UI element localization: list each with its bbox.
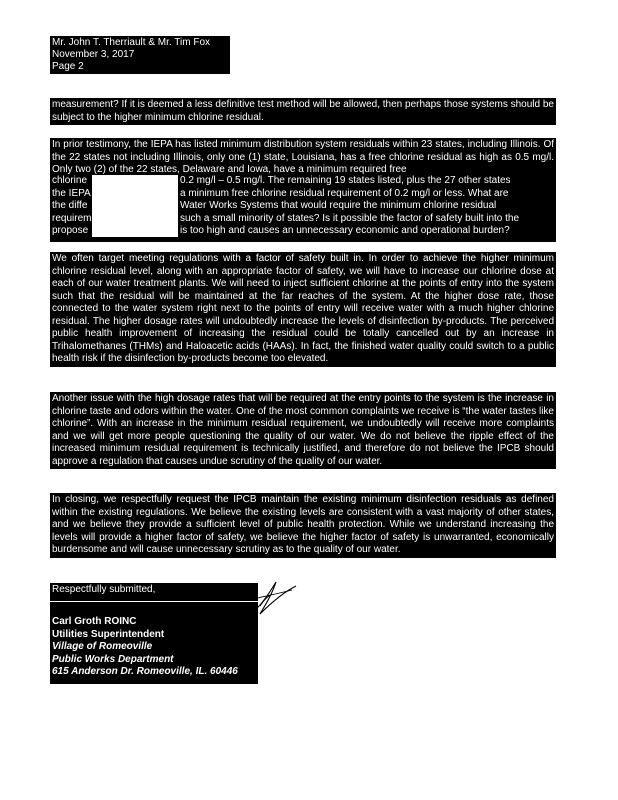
paragraph-text: We often target meeting regulations with a factor of safety built in. In order to achieve the higher minimum chlorine residual level, along with an appropriate factor of safety, we will have to increase our chlorine dose at each of our water treatment plants. We will need to inject sufficient chlorine at the points of entry into the system such that the residual will be maintained at the far reaches of the system. At the higher dose rate, those connected to the water system right next to the points of entry will receive water with a much higher chlorine residual. The higher dosage rates will undoubtedly increase the levels of disinfection by-products. The perceived public health improvement of increasing the residual could be totally cancelled out by an increase in Trihalomethanes (THMs) and Haloacetic acids (HAAs). In fact, the finished water quality could switch to a public health risk if the disinfection by-products become too elevated. <box>52 253 554 364</box>
fragment: the IEPA <box>52 187 91 199</box>
fragment: chlorine <box>52 175 88 186</box>
paragraph-continuation <box>50 98 556 125</box>
paragraph-text: Another issue with the high dosage rates that will be required at the entry points to the system is the increase in chlorine taste and odors within the water. One of the most common complaints we receive is “the water tastes like chlorine”. With an increase in the minimum residual requirement, we undoubtedly will receive more complaints and we will get more people questioning the quality of our water. We do not believe the ripple effect of the increased minimum residual requirement is technically justified, and therefore do not believe the IPCB should approve a regulation that causes undue scrutiny of the quality of our water. <box>52 393 554 467</box>
paragraph-right-fragments <box>180 175 554 238</box>
signer-organization: Village of Romeoville <box>52 641 153 652</box>
page-number: Page 2 <box>52 61 84 72</box>
fragment: the diffe <box>52 200 88 211</box>
closing-text: Respectfully submitted, <box>52 584 156 595</box>
signer-title: Utilities Superintendent <box>52 628 165 640</box>
paragraph-factor-of-safety <box>50 252 556 367</box>
paragraph-closing <box>50 493 556 558</box>
paragraph-left-fragments <box>52 175 92 238</box>
redaction-gap <box>92 175 178 237</box>
fragment: requirem <box>52 212 92 224</box>
signer-department: Public Works Department <box>52 653 174 665</box>
paragraph-text: In prior testimony, the IEPA has listed minimum distribution system residuals within 23 states, including Illinois. Of the 22 states not including Illinois, only one (1) state, Louisiana, has a free chlorine residual as high as 0.5 mg/l. Only two (2) of the 22 states, Delaware and Iowa, have a minimum required free <box>52 139 554 175</box>
paragraph-text: measurement? If it is deemed a less definitive test method will be allowed, then perhaps those systems should be subject to the higher minimum chlorine residual. <box>52 99 554 123</box>
handwritten-signature <box>200 570 310 630</box>
fragment: 0.2 mg/l – 0.5 mg/l. The remaining 19 states listed, plus the 27 other states <box>180 175 511 186</box>
fragment: is too high and causes an unnecessary economic and operational burden? <box>180 225 510 236</box>
signer-address: 615 Anderson Dr. Romeoville, IL. 60446 <box>52 666 238 677</box>
paragraph-taste-odor <box>50 392 556 469</box>
date-line: November 3, 2017 <box>52 49 135 60</box>
fragment: Water Works Systems that would require the minimum chlorine residual <box>180 200 497 211</box>
paragraph-text: In closing, we respectfully request the IPCB maintain the existing minimum disinfection residuals as defined within the existing regulations. We believe the existing levels are consistent with a vast majority of other states, and we believe they provide a sufficient level of public health protection. While we understand increasing the levels will provide a higher factor of safety, we believe the higher factor of safety is unwarranted, economically burdensome and will cause unnecessary scrutiny as to the quality of our water. <box>52 494 554 555</box>
fragment: propose <box>52 225 89 236</box>
letter-header <box>50 36 230 74</box>
fragment: such a small minority of states? Is it possible the factor of safety built into the <box>180 212 520 224</box>
recipient-line: Mr. John T. Therriault & Mr. Tim Fox <box>52 37 211 48</box>
signer-name: Carl Groth ROINC <box>52 616 137 627</box>
fragment: a minimum free chlorine residual requirement of 0.2 mg/l or less. What are <box>180 187 509 199</box>
